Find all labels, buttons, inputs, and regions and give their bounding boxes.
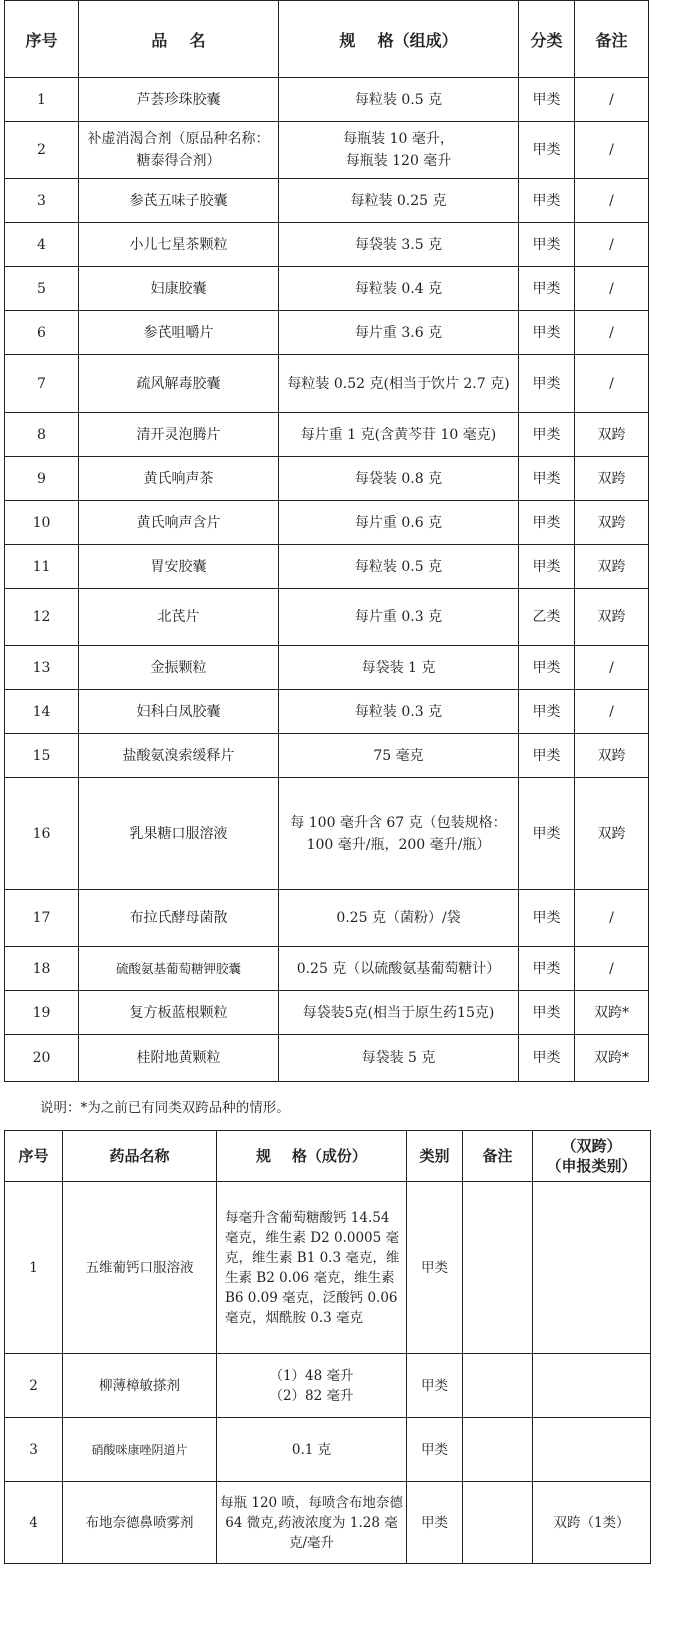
row-number: 4 (5, 1482, 63, 1564)
drug-spec: 每片重 1 克(含黄芩苷 10 毫克) (279, 413, 519, 457)
drug-remark: 双跨 (575, 501, 649, 545)
drug-spec: （1）48 毫升 （2）82 毫升 (217, 1354, 407, 1418)
drug-name: 五维葡钙口服溶液 (63, 1182, 217, 1354)
drug-category: 甲类 (519, 122, 575, 179)
table-row (5, 179, 649, 223)
drug-remark: 双跨 (575, 413, 649, 457)
drug-name: 疏风解毒胶囊 (79, 355, 279, 413)
table-row (5, 1354, 651, 1418)
drug-category: 甲类 (519, 267, 575, 311)
drug-name: 小儿七星茶颗粒 (79, 223, 279, 267)
row-number: 16 (5, 778, 79, 890)
table-row (5, 890, 649, 947)
drug-spec: 每粒装 0.25 克 (279, 179, 519, 223)
table-row (5, 267, 649, 311)
drug-category: 甲类 (519, 501, 575, 545)
drug-spec: 0.25 克（以硫酸氨基葡萄糖计） (279, 947, 519, 991)
drug-spec: 每粒装 0.3 克 (279, 690, 519, 734)
drug-name: 硝酸咪康唑阴道片 (63, 1418, 217, 1482)
drug-category: 甲类 (519, 545, 575, 589)
drug-spec: 75 毫克 (279, 734, 519, 778)
drug-table-2 (4, 1130, 651, 1564)
drug-category: 甲类 (519, 223, 575, 267)
drug-remark: / (575, 122, 649, 179)
table-note: 说明：*为之前已有同类双跨品种的情形。 (40, 1100, 290, 1116)
header-remark: 备注 (463, 1131, 533, 1182)
drug-name: 清开灵泡腾片 (79, 413, 279, 457)
drug-name: 黄氏响声茶 (79, 457, 279, 501)
drug-spec: 每片重 3.6 克 (279, 311, 519, 355)
table-row (5, 223, 649, 267)
drug-name: 芦荟珍珠胶囊 (79, 78, 279, 122)
drug-name: 妇科白凤胶囊 (79, 690, 279, 734)
drug-name: 金振颗粒 (79, 646, 279, 690)
table-row (5, 1035, 649, 1082)
row-number: 4 (5, 223, 79, 267)
table-row (5, 501, 649, 545)
drug-remark (463, 1418, 533, 1482)
drug-spec: 每袋装 3.5 克 (279, 223, 519, 267)
drug-spec: 每袋装 5 克 (279, 1035, 519, 1082)
row-number: 5 (5, 267, 79, 311)
drug-name: 桂附地黄颗粒 (79, 1035, 279, 1082)
drug-name: 北芪片 (79, 589, 279, 646)
table-row (5, 1482, 651, 1564)
drug-remark (463, 1354, 533, 1418)
table-row (5, 355, 649, 413)
drug-category: 甲类 (519, 355, 575, 413)
drug-spec: 每袋装 0.8 克 (279, 457, 519, 501)
drug-category: 甲类 (519, 690, 575, 734)
drug-spec: 每瓶 120 喷，每喷含布地奈德 64 微克,药液浓度为 1.28 毫克/毫升 (217, 1482, 407, 1564)
row-number: 10 (5, 501, 79, 545)
drug-dual (533, 1418, 651, 1482)
header-no: 序号 (5, 1, 79, 78)
drug-remark: / (575, 890, 649, 947)
row-number: 2 (5, 122, 79, 179)
row-number: 20 (5, 1035, 79, 1082)
table2-body (5, 1182, 651, 1564)
table-row (5, 545, 649, 589)
row-number: 7 (5, 355, 79, 413)
row-number: 3 (5, 1418, 63, 1482)
drug-category: 乙类 (519, 589, 575, 646)
row-number: 18 (5, 947, 79, 991)
drug-category: 甲类 (407, 1354, 463, 1418)
drug-name: 黄氏响声含片 (79, 501, 279, 545)
header-spec: 规 格（组成） (279, 1, 519, 78)
drug-remark: 双跨 (575, 778, 649, 890)
drug-spec: 每粒装 0.5 克 (279, 545, 519, 589)
drug-spec: 每 100 毫升含 67 克（包装规格：100 毫升/瓶，200 毫升/瓶） (279, 778, 519, 890)
drug-name: 参芪五味子胶囊 (79, 179, 279, 223)
row-number: 19 (5, 991, 79, 1035)
drug-remark: / (575, 267, 649, 311)
row-number: 8 (5, 413, 79, 457)
row-number: 2 (5, 1354, 63, 1418)
drug-name: 复方板蓝根颗粒 (79, 991, 279, 1035)
drug-category: 甲类 (519, 78, 575, 122)
drug-dual (533, 1354, 651, 1418)
drug-remark: 双跨 (575, 457, 649, 501)
table1-header-row (5, 1, 649, 78)
table-row (5, 646, 649, 690)
drug-name: 布拉氏酵母菌散 (79, 890, 279, 947)
row-number: 14 (5, 690, 79, 734)
drug-category: 甲类 (519, 734, 575, 778)
drug-remark (463, 1482, 533, 1564)
drug-category: 甲类 (519, 179, 575, 223)
drug-name: 参芪咀嚼片 (79, 311, 279, 355)
drug-name: 盐酸氨溴索缓释片 (79, 734, 279, 778)
drug-remark: 双跨* (575, 991, 649, 1035)
drug-spec: 每片重 0.3 克 (279, 589, 519, 646)
drug-remark: 双跨 (575, 589, 649, 646)
row-number: 15 (5, 734, 79, 778)
table-row (5, 413, 649, 457)
table-row (5, 690, 649, 734)
header-no: 序号 (5, 1131, 63, 1182)
drug-spec: 每袋装5克(相当于原生药15克) (279, 991, 519, 1035)
table-row (5, 457, 649, 501)
drug-remark: / (575, 223, 649, 267)
row-number: 9 (5, 457, 79, 501)
drug-remark (463, 1182, 533, 1354)
table-row (5, 1182, 651, 1354)
drug-category: 甲类 (519, 457, 575, 501)
drug-category: 甲类 (519, 413, 575, 457)
row-number: 17 (5, 890, 79, 947)
drug-remark: 双跨 (575, 734, 649, 778)
table-row (5, 778, 649, 890)
drug-name: 补虚消渴合剂（原品种名称：糖泰得合剂） (79, 122, 279, 179)
drug-name: 布地奈德鼻喷雾剂 (63, 1482, 217, 1564)
table-row (5, 122, 649, 179)
drug-spec: 每片重 0.6 克 (279, 501, 519, 545)
table-row (5, 734, 649, 778)
drug-remark: / (575, 179, 649, 223)
table-row (5, 311, 649, 355)
drug-category: 甲类 (519, 311, 575, 355)
header-remark: 备注 (575, 1, 649, 78)
row-number: 12 (5, 589, 79, 646)
row-number: 6 (5, 311, 79, 355)
header-category: 类别 (407, 1131, 463, 1182)
drug-remark: / (575, 311, 649, 355)
header-spec: 规 格（成份） (217, 1131, 407, 1182)
row-number: 11 (5, 545, 79, 589)
header-name: 品 名 (79, 1, 279, 78)
drug-remark: / (575, 78, 649, 122)
row-number: 1 (5, 78, 79, 122)
drug-spec: 每袋装 1 克 (279, 646, 519, 690)
drug-table-1 (4, 0, 649, 1082)
drug-remark: 双跨 (575, 545, 649, 589)
drug-spec: 每粒装 0.5 克 (279, 78, 519, 122)
drug-category: 甲类 (519, 890, 575, 947)
drug-remark: / (575, 646, 649, 690)
drug-spec: 0.25 克（菌粉）/袋 (279, 890, 519, 947)
drug-category: 甲类 (519, 947, 575, 991)
table-row (5, 1418, 651, 1482)
drug-name: 柳薄樟敏搽剂 (63, 1354, 217, 1418)
header-category: 分类 (519, 1, 575, 78)
drug-category: 甲类 (519, 646, 575, 690)
drug-spec: 每粒装 0.52 克(相当于饮片 2.7 克) (279, 355, 519, 413)
drug-remark: / (575, 355, 649, 413)
table1-body (5, 78, 649, 1082)
table2-header-row (5, 1131, 651, 1182)
row-number: 1 (5, 1182, 63, 1354)
drug-spec: 每粒装 0.4 克 (279, 267, 519, 311)
row-number: 13 (5, 646, 79, 690)
drug-remark: / (575, 947, 649, 991)
drug-category: 甲类 (407, 1418, 463, 1482)
drug-name: 乳果糖口服溶液 (79, 778, 279, 890)
drug-spec: 每毫升含葡萄糖酸钙 14.54 毫克，维生素 D2 0.0005 毫克，维生素 B1 0.3 毫克，维生素 B2 0.06 毫克，维生素 B6 0.09 毫克，泛酸钙 0.06 毫克，烟酰胺 0.3 毫克 (217, 1182, 407, 1354)
header-name: 药品名称 (63, 1131, 217, 1182)
drug-category: 甲类 (519, 991, 575, 1035)
drug-category: 甲类 (519, 778, 575, 890)
drug-name: 胃安胶囊 (79, 545, 279, 589)
table-row (5, 589, 649, 646)
drug-spec: 0.1 克 (217, 1418, 407, 1482)
drug-dual: 双跨（1类） (533, 1482, 651, 1564)
drug-remark: / (575, 690, 649, 734)
table-row (5, 78, 649, 122)
drug-category: 甲类 (519, 1035, 575, 1082)
drug-name: 妇康胶囊 (79, 267, 279, 311)
drug-name: 硫酸氨基葡萄糖钾胶囊 (79, 947, 279, 991)
table-row (5, 991, 649, 1035)
row-number: 3 (5, 179, 79, 223)
drug-dual (533, 1182, 651, 1354)
table-row (5, 947, 649, 991)
drug-category: 甲类 (407, 1482, 463, 1564)
header-dual: （双跨） （申报类别） (533, 1131, 651, 1182)
drug-remark: 双跨* (575, 1035, 649, 1082)
drug-category: 甲类 (407, 1182, 463, 1354)
drug-spec: 每瓶装 10 毫升， 每瓶装 120 毫升 (279, 122, 519, 179)
